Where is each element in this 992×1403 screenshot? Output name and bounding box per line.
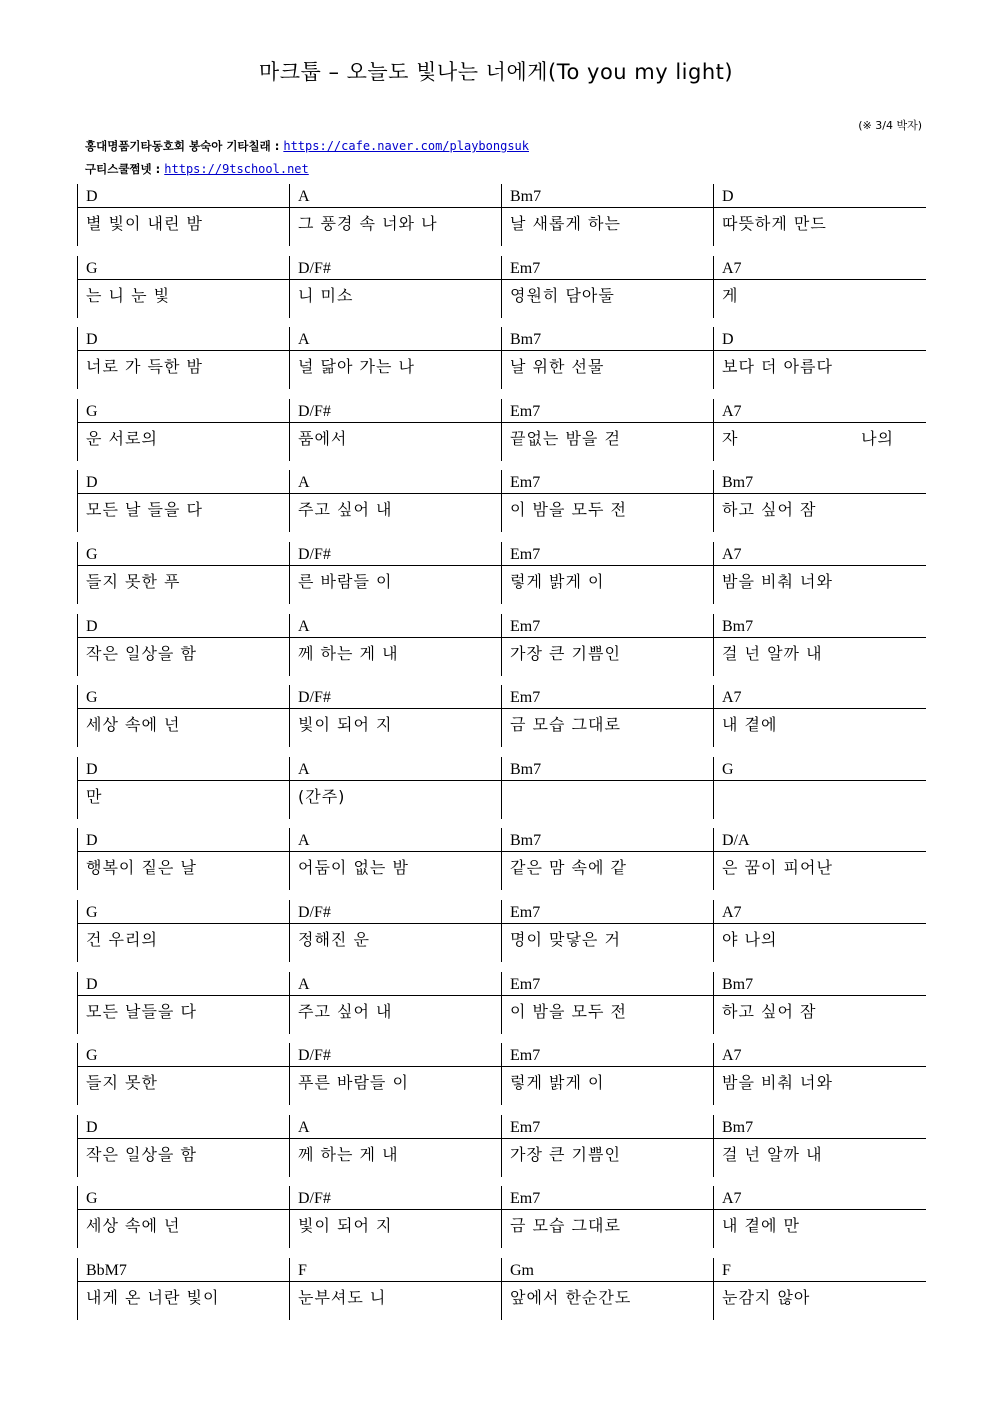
chord-row <box>77 614 926 686</box>
measure-cell <box>77 1186 289 1248</box>
chord-symbol: D <box>86 188 98 205</box>
measure-cell <box>501 542 713 604</box>
lyric-segment: 걸 넌 알까 내 <box>722 643 823 663</box>
lyric-segment: 세상 속에 넌 <box>86 715 181 735</box>
measure-cell <box>77 685 289 747</box>
lyric-text <box>722 569 922 592</box>
measure-cell <box>289 757 501 819</box>
measure-cell <box>289 614 501 676</box>
lyric-segment: 니 미소 <box>298 285 354 305</box>
measure-cell <box>77 542 289 604</box>
chord-symbol: D/F# <box>298 1047 331 1065</box>
chord-symbol: Bm7 <box>722 617 754 635</box>
chord-symbol: D <box>722 188 734 205</box>
chord-symbol: A <box>298 1118 310 1136</box>
chord-symbol: D/F# <box>298 402 331 420</box>
measure-cell <box>77 900 289 962</box>
lyric-segment: 께 하는 게 내 <box>298 1144 399 1164</box>
lyric-segment: 날 위한 선물 <box>510 357 605 377</box>
lyric-segment: 푸른 바람들 이 <box>298 1073 409 1093</box>
lyric-segment: 별 빛이 내린 밤 <box>86 214 203 233</box>
lyric-segment: 널 닮아 가는 나 <box>298 357 415 377</box>
chord-symbol: G <box>86 402 98 420</box>
measure-cell <box>289 184 501 246</box>
chord-symbol: Bm7 <box>510 832 542 850</box>
lyric-segment: 빛이 되어 지 <box>298 715 393 735</box>
lyric-segment: 게 <box>722 285 739 305</box>
chord-row <box>77 327 926 399</box>
lyric-text <box>298 1070 497 1093</box>
lyric-text <box>86 855 285 878</box>
lyric-segment: 하고 싶어 잠 <box>722 500 817 520</box>
lyric-text <box>86 211 285 234</box>
lyric-segment: 른 바람들 이 <box>298 571 393 591</box>
lyric-segment: 금 모습 그대로 <box>510 715 621 735</box>
measure-cell <box>289 542 501 604</box>
chord-symbol: Em7 <box>510 1118 541 1136</box>
lyric-segment: 명이 맞닿은 거 <box>510 929 621 949</box>
lyric-segment: 작은 일상을 함 <box>86 1144 197 1164</box>
lyric-pickup: 나의 <box>861 428 894 448</box>
lyric-text <box>510 497 709 520</box>
info-line-site <box>85 161 309 177</box>
chord-row <box>77 1115 926 1187</box>
lyric-text <box>86 999 285 1022</box>
measure-cell <box>289 900 501 962</box>
measure-cell <box>77 399 289 461</box>
measure-cell <box>77 1115 289 1177</box>
lyric-segment: 렇게 밝게 이 <box>510 571 605 591</box>
lyric-text <box>722 1213 922 1236</box>
chord-symbol: F <box>298 1261 307 1279</box>
chord-symbol: A7 <box>722 545 742 563</box>
measure-cell <box>501 1043 713 1105</box>
lyric-text <box>510 855 709 878</box>
measure-cell <box>77 1043 289 1105</box>
lyric-segment: 세상 속에 넌 <box>86 1216 181 1236</box>
measure-cell <box>713 900 926 962</box>
site-link[interactable]: https://9tschool.net <box>164 162 309 176</box>
lyric-segment: 하고 싶어 잠 <box>722 1001 817 1021</box>
chord-row <box>77 256 926 328</box>
lyric-text <box>298 1213 497 1236</box>
info-label: 구티스쿨쩜넷 : <box>85 162 165 176</box>
lyric-text <box>510 1285 709 1308</box>
chord-symbol: Em7 <box>510 402 541 420</box>
lyric-segment: 내게 온 너란 빛이 <box>86 1287 220 1307</box>
measure-cell <box>501 1115 713 1177</box>
lyric-segment: 는 니 눈 빛 <box>86 285 171 305</box>
measure-cell <box>289 470 501 532</box>
chord-symbol: G <box>722 760 734 778</box>
chord-symbol: A7 <box>722 259 742 277</box>
measure-cell <box>289 327 501 389</box>
measure-cell <box>501 1258 713 1320</box>
lyric-segment: 가장 큰 기쁨인 <box>510 643 621 663</box>
chord-symbol: Bm7 <box>722 1118 754 1136</box>
lyric-text <box>722 354 922 377</box>
measure-cell <box>501 399 713 461</box>
chord-row <box>77 757 926 829</box>
lyric-text <box>298 999 497 1022</box>
lyric-segment: 영원히 담아둘 <box>510 285 615 305</box>
chord-row <box>77 184 926 256</box>
measure-cell <box>713 1258 926 1320</box>
chord-symbol: A7 <box>722 903 742 921</box>
measure-cell <box>713 256 926 318</box>
lyric-text <box>86 426 285 449</box>
measure-cell <box>501 1186 713 1248</box>
cafe-link[interactable]: https://cafe.naver.com/playbongsuk <box>283 139 529 153</box>
chord-symbol: A <box>298 760 310 778</box>
lyric-text <box>86 569 285 592</box>
chord-symbol: F <box>722 1261 731 1279</box>
chord-symbol: A <box>298 188 310 205</box>
chord-row <box>77 1258 926 1330</box>
measure-cell <box>713 614 926 676</box>
chord-symbol: A <box>298 474 310 492</box>
measure-cell <box>501 828 713 890</box>
lyric-segment: 건 우리의 <box>86 929 158 949</box>
lyric-segment: 모든 날 들을 다 <box>86 500 203 520</box>
lyric-text <box>510 999 709 1022</box>
measure-cell <box>501 256 713 318</box>
lyric-segment: 야 나의 <box>722 929 778 949</box>
chord-symbol: A <box>298 832 310 850</box>
measure-cell <box>289 972 501 1034</box>
measure-cell <box>713 1115 926 1177</box>
page-title: 마크툽 – 오늘도 빛나는 너에게(To you my light) <box>258 60 734 84</box>
lyric-text <box>722 927 922 950</box>
measure-cell <box>501 900 713 962</box>
lyric-text <box>722 641 922 664</box>
lyric-text <box>722 712 922 735</box>
measure-cell <box>713 1186 926 1248</box>
lyric-segment: 주고 싶어 내 <box>298 500 393 520</box>
chord-symbol: Em7 <box>510 545 541 563</box>
lyric-segment: 정해진 운 <box>298 929 370 949</box>
measure-cell <box>77 256 289 318</box>
measure-cell <box>289 1258 501 1320</box>
measure-cell <box>501 757 713 819</box>
lyric-text <box>298 927 497 950</box>
info-label: 홍대명품기타동호회 봉숙아 기타칠래 : <box>85 139 284 153</box>
lyric-segment: 따뜻하게 만드 <box>722 214 827 233</box>
measure-cell <box>77 757 289 819</box>
lyric-segment: 께 하는 게 내 <box>298 643 399 663</box>
measure-cell <box>713 972 926 1034</box>
chord-symbol: D <box>722 331 734 349</box>
measure-cell <box>289 828 501 890</box>
chord-symbol: G <box>86 1047 98 1065</box>
chord-row <box>77 972 926 1044</box>
lyric-segment: 날 새롭게 하는 <box>510 214 621 233</box>
lyric-segment: 렇게 밝게 이 <box>510 1073 605 1093</box>
lyric-segment: (간주) <box>298 786 346 806</box>
lyric-segment: 은 꿈이 피어난 <box>722 858 833 878</box>
measure-cell <box>713 184 926 246</box>
lyric-segment: 걸 넌 알까 내 <box>722 1144 823 1164</box>
chord-symbol: D <box>86 617 98 635</box>
lyric-segment: 너로 가 득한 밤 <box>86 357 203 377</box>
lyric-segment: 내 곁에 <box>722 715 778 735</box>
lyric-text <box>298 641 497 664</box>
chord-symbol: A <box>298 617 310 635</box>
measure-cell <box>77 614 289 676</box>
lyric-text <box>298 283 497 306</box>
measure-cell <box>289 399 501 461</box>
measure-cell <box>713 470 926 532</box>
chord-symbol: BbM7 <box>86 1261 127 1279</box>
measure-cell <box>713 542 926 604</box>
chord-symbol: Em7 <box>510 1047 541 1065</box>
chord-symbol: G <box>86 545 98 563</box>
lyric-text <box>510 1070 709 1093</box>
measure-cell <box>501 184 713 246</box>
chord-symbol: D <box>86 1118 98 1136</box>
lyric-text <box>510 927 709 950</box>
lyric-segment: 운 서로의 <box>86 428 158 448</box>
lyric-text <box>510 569 709 592</box>
lyric-segment: 이 밤을 모두 전 <box>510 1001 627 1021</box>
chord-symbol: D <box>86 975 98 993</box>
lyric-text <box>510 1213 709 1236</box>
lyric-text <box>298 855 497 878</box>
chord-symbol: A7 <box>722 689 742 707</box>
time-signature: (※ 3/4 박자) <box>858 119 922 132</box>
chord-symbol: G <box>86 1190 98 1208</box>
chord-row <box>77 399 926 471</box>
measure-cell <box>77 828 289 890</box>
lyric-segment: 밤을 비춰 너와 <box>722 571 833 591</box>
measure-cell <box>77 1258 289 1320</box>
lyric-text <box>510 283 709 306</box>
measure-cell <box>289 256 501 318</box>
lyric-segment: 행복이 짙은 날 <box>86 858 197 878</box>
chord-symbol: Bm7 <box>510 331 542 349</box>
lyric-text <box>722 855 922 878</box>
measure-cell <box>501 685 713 747</box>
lyric-text <box>298 712 497 735</box>
lyric-segment: 들지 못한 <box>86 1073 158 1093</box>
lyric-text <box>722 1070 922 1093</box>
chord-symbol: D <box>86 331 98 349</box>
chord-symbol: A7 <box>722 402 742 420</box>
lyric-segment: 끝없는 밤을 걷 <box>510 428 621 448</box>
lyric-segment: 눈부셔도 니 <box>298 1287 387 1307</box>
lyric-text <box>722 426 922 449</box>
lyric-text <box>298 354 497 377</box>
chord-symbol: Gm <box>510 1261 534 1279</box>
measure-cell <box>77 972 289 1034</box>
lyric-segment: 모든 날들을 다 <box>86 1001 197 1021</box>
measure-cell <box>501 470 713 532</box>
lyric-segment: 만 <box>86 786 103 806</box>
lyric-text <box>86 784 285 807</box>
lyric-text <box>510 712 709 735</box>
measure-cell <box>289 685 501 747</box>
lyric-segment: 작은 일상을 함 <box>86 643 197 663</box>
lyric-segment: 밤을 비춰 너와 <box>722 1073 833 1093</box>
measure-cell <box>501 972 713 1034</box>
lyric-segment: 들지 못한 푸 <box>86 571 181 591</box>
measure-cell <box>77 327 289 389</box>
lyric-segment: 눈감지 않아 <box>722 1287 811 1307</box>
lyric-segment: 내 곁에 만 <box>722 1216 800 1236</box>
chord-symbol: Em7 <box>510 617 541 635</box>
chord-symbol: Bm7 <box>510 188 542 205</box>
lyric-text <box>510 211 709 234</box>
lyric-segment: 품에서 <box>298 428 348 448</box>
chord-symbol: A <box>298 331 310 349</box>
lyric-segment: 빛이 되어 지 <box>298 1216 393 1236</box>
lyric-text <box>86 1285 285 1308</box>
chord-symbol: G <box>86 903 98 921</box>
lyric-text <box>298 569 497 592</box>
measure-cell <box>77 184 289 246</box>
lyric-text <box>86 283 285 306</box>
chord-row <box>77 828 926 900</box>
chord-symbol: Em7 <box>510 1190 541 1208</box>
lyric-text <box>86 497 285 520</box>
chord-symbol: D <box>86 832 98 850</box>
measure-cell <box>713 685 926 747</box>
measure-cell <box>713 757 926 819</box>
chord-symbol: D/F# <box>298 545 331 563</box>
chord-symbol: Em7 <box>510 259 541 277</box>
chord-symbol: G <box>86 689 98 707</box>
lyric-text <box>722 1142 922 1165</box>
lyric-segment: 같은 맘 속에 같 <box>510 858 627 878</box>
measure-cell <box>501 614 713 676</box>
chord-row <box>77 685 926 757</box>
lyric-segment: 어둠이 없는 밤 <box>298 858 409 878</box>
lyric-text <box>722 211 922 234</box>
lyric-segment: 자 <box>722 428 739 448</box>
lyric-segment: 보다 더 아름다 <box>722 357 833 377</box>
measure-cell <box>77 470 289 532</box>
lyric-text <box>510 1142 709 1165</box>
chord-symbol: D/A <box>722 832 750 850</box>
measure-cell <box>289 1186 501 1248</box>
lyric-text <box>722 497 922 520</box>
lyric-text <box>722 283 922 306</box>
chord-row <box>77 900 926 972</box>
lyric-text <box>86 927 285 950</box>
chord-symbol: Em7 <box>510 975 541 993</box>
lyric-text <box>722 999 922 1022</box>
measure-cell <box>713 1043 926 1105</box>
info-line-cafe <box>85 138 529 154</box>
chord-symbol: D <box>86 760 98 778</box>
chord-row <box>77 470 926 542</box>
chord-symbol: Em7 <box>510 474 541 492</box>
measure-cell <box>289 1043 501 1105</box>
lyric-segment: 금 모습 그대로 <box>510 1216 621 1236</box>
chord-symbol: Em7 <box>510 689 541 707</box>
chord-symbol: D/F# <box>298 1190 331 1208</box>
chord-row <box>77 1186 926 1258</box>
lyric-text <box>86 712 285 735</box>
chord-symbol: Em7 <box>510 903 541 921</box>
chord-sheet <box>77 184 926 1330</box>
lyric-text <box>510 641 709 664</box>
chord-symbol: Bm7 <box>722 975 754 993</box>
chord-row <box>77 1043 926 1115</box>
lyric-text <box>298 426 497 449</box>
chord-symbol: A7 <box>722 1190 742 1208</box>
measure-cell <box>713 399 926 461</box>
chord-symbol: A7 <box>722 1047 742 1065</box>
lyric-text <box>298 211 497 234</box>
lyric-text <box>86 641 285 664</box>
lyric-text <box>86 1142 285 1165</box>
chord-symbol: D/F# <box>298 689 331 707</box>
measure-cell <box>501 327 713 389</box>
measure-cell <box>289 1115 501 1177</box>
lyric-segment: 그 풍경 속 너와 나 <box>298 214 438 233</box>
lyric-text <box>298 1285 497 1308</box>
lyric-segment: 주고 싶어 내 <box>298 1001 393 1021</box>
chord-symbol: Bm7 <box>722 474 754 492</box>
measure-cell <box>713 327 926 389</box>
lyric-segment: 이 밤을 모두 전 <box>510 500 627 520</box>
chord-symbol: D/F# <box>298 259 331 277</box>
chord-symbol: D <box>86 474 98 492</box>
lyric-text <box>86 1213 285 1236</box>
chord-symbol: D/F# <box>298 903 331 921</box>
lyric-segment: 앞에서 한순간도 <box>510 1287 632 1307</box>
measure-cell <box>713 828 926 890</box>
lyric-text <box>722 1285 922 1308</box>
chord-symbol: G <box>86 259 98 277</box>
lyric-text <box>298 1142 497 1165</box>
lyric-text <box>298 784 497 807</box>
lyric-text <box>510 354 709 377</box>
chord-symbol: Bm7 <box>510 760 542 778</box>
lyric-text <box>86 1070 285 1093</box>
lyric-text <box>510 426 709 449</box>
lyric-text <box>298 497 497 520</box>
lyric-text <box>86 354 285 377</box>
chord-row <box>77 542 926 614</box>
lyric-segment: 가장 큰 기쁨인 <box>510 1144 621 1164</box>
chord-symbol: A <box>298 975 310 993</box>
